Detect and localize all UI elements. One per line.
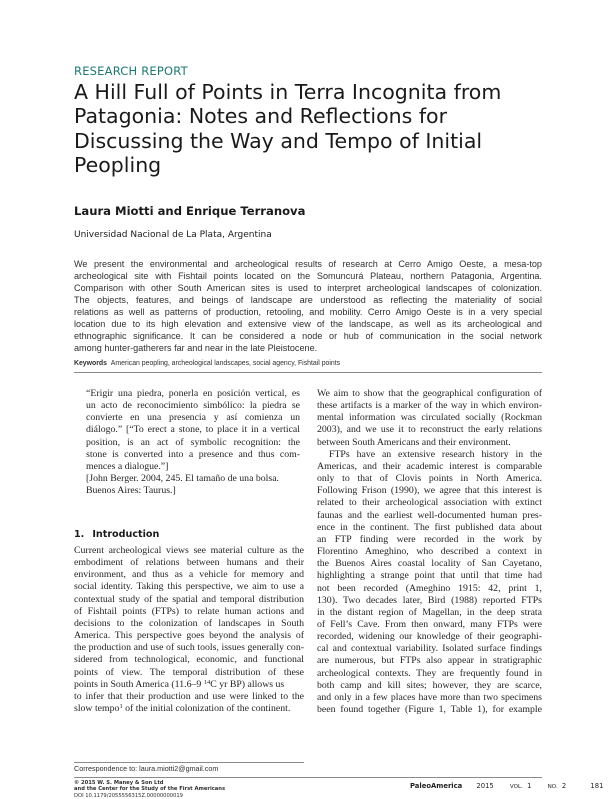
body-line: these artifacts is a marker of the way in which environ-	[317, 400, 542, 412]
body-line: been found together (Figure 1, Table 1), for example	[317, 704, 542, 716]
body-line: are numerous, but FTPs also appear in stratigraphic	[317, 655, 542, 667]
body-line: highlighting a strange point that until that time had	[317, 570, 542, 582]
body-line: cal and contextual variability. Isolated surface findings	[317, 643, 542, 655]
abstract-line: relations as well as patterns of production, retooling, and mobility. Cerro Amigo Oeste is in a very special	[74, 307, 542, 317]
epigraph-line: [John Berger. 2004, 245. El tamaño de una bolsa.	[86, 473, 280, 485]
epigraph-line: diálogo.” [“To erect a stone, to place it in a vertical	[86, 424, 300, 436]
title-line: Patagonia: Notes and Reflections for	[74, 104, 448, 129]
body-line: mental information was circulated socially (Rockman	[317, 412, 542, 424]
body-line: archeological contexts. They are frequently found in	[317, 667, 542, 679]
volume-number: 1	[527, 782, 532, 790]
body-line: America. This perspective goes beyond the analysis of	[74, 630, 304, 642]
body-line: 2003), and we use it to reconstruct the early relations	[317, 424, 542, 436]
body-line: contextual study of the spatial and temporal distribution	[74, 593, 304, 605]
body-line: an FTP finding were recorded in the work by	[317, 533, 542, 545]
body-line: social identity. Taking this perspective, we aim to use a	[74, 581, 304, 593]
body-line: both camp and kill sites; however, they are scarce,	[317, 679, 542, 691]
epigraph-line: Buenos Aires: Taurus.]	[86, 485, 176, 497]
correspondence: Correspondence to: laura.miotti2@gmail.com	[74, 764, 219, 773]
body-line: the Buenos Aires coastal locality of San Cayetano,	[317, 558, 542, 570]
intro-body	[74, 545, 304, 715]
body-line: points of view. The temporal distribution of these	[74, 666, 304, 678]
copyright-block	[74, 780, 225, 799]
body-line: not been recorded (Ameghino 1915: 42, print 1,	[317, 582, 542, 594]
copyright-line: © 2015 W. S. Maney & Son Ltd	[74, 780, 164, 786]
title-line: Peopling	[74, 152, 162, 177]
epigraph-line: convierte en una presencia y así comienza un	[86, 412, 300, 424]
epigraph-line: stone is converted into a presence and thus com-	[86, 448, 300, 460]
epigraph-line: “Erigir una piedra, ponerla en posición vertical, es	[86, 388, 300, 399]
keywords-label: Keywords	[74, 360, 107, 367]
title-line: A Hill Full of Points in Terra Incognita from	[74, 80, 502, 104]
body-line: sidered from technological, economic, and functional	[74, 654, 304, 666]
body-line: 130). Two decades later, Bird (1988) reported FTPs	[317, 594, 542, 606]
body-text: of the initial colonization of the continent.	[122, 703, 291, 715]
body-line: FTPs have an extensive research history in the	[329, 448, 542, 460]
epigraph-line: position, is an act of symbolic recognition: the	[86, 436, 300, 448]
abstract	[74, 258, 542, 354]
body-line: between South Americans and their environment.	[317, 436, 511, 448]
keywords-text: American peopling, archeological landscapes, social agency, Fishtail points	[110, 360, 341, 367]
copyright-line: and the Center for the Study of the First Americans	[74, 786, 226, 793]
abstract-line: ethnographic significance. It can be considered a node or hub of communication in the social network	[74, 331, 542, 341]
abstract-line: location due to its high elevation and extensive view of the landscape, as well as its archeological and	[74, 319, 542, 329]
body-line: and only in a few places have more than two specimens	[317, 691, 542, 703]
body-line: decisions to the colonization of landscapes in South	[74, 617, 304, 629]
journal-name: PaleoAmerica	[410, 782, 463, 790]
body-text: slow tempo	[74, 703, 120, 715]
divider	[74, 372, 542, 373]
body-line: Florentino Ameghino, who described a context in	[317, 546, 542, 558]
body-line: recorded, widening our knowledge of their geographi-	[317, 631, 542, 643]
section-title: Introduction	[92, 529, 160, 540]
footnote-ref[interactable]: 1	[119, 703, 123, 711]
right-column-body	[317, 388, 542, 716]
affiliation: Universidad Nacional de La Plata, Argentina	[74, 230, 272, 240]
body-line: We aim to show that the geographical configuration of	[317, 388, 542, 399]
issue-label: NO.	[547, 784, 558, 790]
page-number: 181	[590, 782, 604, 790]
issue-number: 2	[561, 782, 567, 790]
superscript: 14	[203, 678, 211, 686]
abstract-line: The objects, features, and beings of landscape are understood as reflecting the materiality of social	[74, 295, 542, 305]
keywords	[74, 360, 340, 367]
body-line: Americas, and their academic interest is comparable	[317, 460, 542, 472]
abstract-line: Comparison with other South American sites is used to interpret archeological landscapes of colonization.	[74, 283, 542, 293]
authors: Laura Miotti and Enrique Terranova	[74, 204, 306, 218]
volume-label: VOL.	[509, 784, 523, 790]
section-number: 1.	[74, 529, 85, 540]
abstract-line: archeological site with Fishtail points located on the Somuncurá Plateau, northern Patagonia, Argentina.	[74, 271, 542, 281]
body-line: to infer that their production and use were linked to the	[74, 690, 304, 702]
body-line: environment, and thus as a vehicle for memory and	[74, 569, 304, 581]
footer-divider	[74, 777, 542, 778]
body-line	[74, 703, 304, 715]
body-line: embodiment of relations between humans and their	[74, 557, 304, 569]
body-line: Current archeological views see material culture as the	[74, 545, 304, 556]
section-heading	[74, 529, 159, 540]
body-line: in the distant region of Magellan, in the deep strata	[317, 606, 542, 618]
body-text: points in South America (11.6–9	[74, 678, 204, 690]
journal-info	[410, 782, 603, 790]
section-label: RESEARCH REPORT	[74, 64, 188, 78]
body-line: the production and use of such tools, issues generally con-	[74, 642, 304, 654]
abstract-line: We present the environmental and archeological results of research at Cerro Amigo Oeste, a mesa-top	[74, 259, 542, 269]
body-line: Following Frison (1990), we agree that this interest is	[317, 485, 542, 497]
footnote-divider	[74, 762, 304, 763]
body-line: only to that of Clovis points in North America.	[317, 473, 542, 485]
epigraph-line: mences a dialogue.”]	[86, 460, 169, 472]
abstract-line: among hunter-gatherers far and near in the late Pleistocene.	[74, 343, 318, 353]
body-line: of Fell’s Cave. From then onward, many FTPs were	[317, 618, 542, 630]
body-line	[74, 679, 304, 691]
body-line: of Fishtail points (FTPs) to relate human actions and	[74, 605, 304, 617]
epigraph-line: un acto de reconocimiento simbólico: la piedra se	[86, 400, 300, 412]
body-line: ence in the continent. The first published data about	[317, 521, 542, 533]
epigraph	[86, 388, 300, 497]
body-line: related to their archeological association with extinct	[317, 497, 542, 509]
body-line: faunas and the earliest well-documented human pres-	[317, 509, 542, 521]
journal-year: 2015	[476, 782, 494, 790]
article-title	[74, 80, 554, 177]
body-text: C yr BP) allows us	[210, 678, 285, 690]
title-line: Discussing the Way and Tempo of Initial	[74, 128, 483, 153]
doi: DOI 10.1179/2055556315Z.00000000019	[74, 792, 183, 799]
